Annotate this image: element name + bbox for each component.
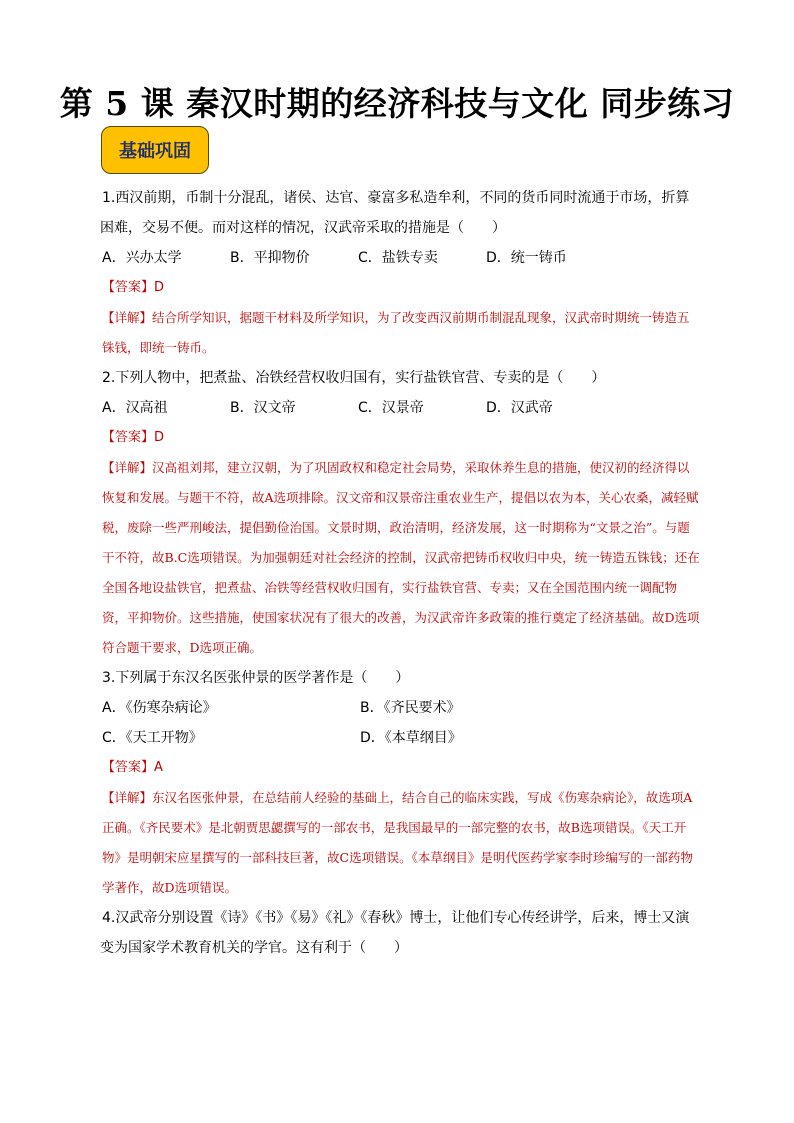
page-title: 第 5 课 秦汉时期的经济科技与文化 同步练习 — [59, 84, 735, 123]
question-1-detail: 【详解】结合所学知识，据题干材料及所学知识，为了改变西汉前期币制混乱现象，汉武帝时期统一铸造五铢钱，即统一铸币。 — [102, 310, 690, 355]
option: C．《天工开物》 — [102, 730, 203, 746]
question-3-stem: 3.下列属于东汉名医张仲景的医学著作是（ ） — [102, 670, 410, 686]
option: A．兴办太学 — [102, 250, 182, 266]
option: C．盐铁专卖 — [358, 250, 438, 266]
option: D．统一铸币 — [486, 250, 567, 266]
option: D．汉武帝 — [486, 400, 553, 416]
option: B．汉文帝 — [230, 400, 296, 416]
question-1-answer: 【答案】D — [102, 280, 165, 295]
question-4-stem: 4.汉武帝分别设置《诗》《书》《易》《礼》《春秋》博士，让他们专心传经讲学，后来，博士又演变为国家学术教育机关的学官。这有利于（ ） — [100, 910, 690, 956]
question-1-options — [100, 243, 700, 273]
question-3-detail: 【详解】东汉名医张仲景，在总结前人经验的基础上，结合自己的临床实践，写成《伤寒杂病论》，故选项A正确。《齐民要术》是北朝贾思勰撰写的一部农书，是我国最早的一部完整的农书，故B选项错误。《天工开物》是明朝宋应星撰写的一部科技巨著，故C选项错误。《本草纲目》是明代医药学家李时珍编写的一部药物学著作，故D选项错误。 — [102, 790, 693, 895]
question-2-answer: 【答案】D — [102, 430, 165, 445]
section-badge: 基础巩固 — [101, 126, 209, 174]
option: A．《伤寒杂病论》 — [102, 700, 217, 716]
option: A．汉高祖 — [102, 400, 168, 416]
question-3-options-row-1 — [100, 693, 700, 723]
question-1-stem: 1.西汉前期，币制十分混乱，诸侯、达官、豪富多私造牟利，不同的货币同时流通于市场，折算困难，交易不便。而对这样的情况，汉武帝采取的措施是（ ） — [100, 190, 690, 236]
option: B．《齐民要术》 — [360, 700, 461, 716]
option: B．平抑物价 — [230, 250, 310, 266]
question-3-answer: 【答案】A — [102, 760, 163, 775]
question-3-options-row-2 — [100, 723, 700, 753]
option: D．《本草纲目》 — [360, 730, 462, 746]
option: C．汉景帝 — [358, 400, 424, 416]
question-2-options — [100, 393, 700, 423]
question-2-detail: 【详解】汉高祖刘邦，建立汉朝，为了巩固政权和稳定社会局势，采取休养生息的措施，使汉初的经济得以恢复和发展。与题干不符，故A选项排除。汉文帝和汉景帝注重农业生产，提倡以农为本，关心农桑，减轻赋税，废除一些严刑峻法，提倡勤俭治国。文景时期，政治清明，经济发展，这一时期称为“文景之治”。与题干不符，故B.C选项错误。为加强朝廷对社会经济的控制，汉武帝把铸币权收归中央，统一铸造五铢钱；还在全国各地设盐铁官，把煮盐、冶铁等经营权收归国有，实行盐铁官营、专卖；又在全国范围内统一调配物资，平抑物价。这些措施，使国家状况有了很大的改善，为汉武帝许多政策的推行奠定了经济基础。故D选项符合题干要求，D选项正确。 — [102, 460, 700, 655]
question-2-stem: 2.下列人物中，把煮盐、冶铁经营权收归国有，实行盐铁官营、专卖的是（ ） — [102, 370, 606, 386]
exercise-content — [100, 183, 700, 963]
